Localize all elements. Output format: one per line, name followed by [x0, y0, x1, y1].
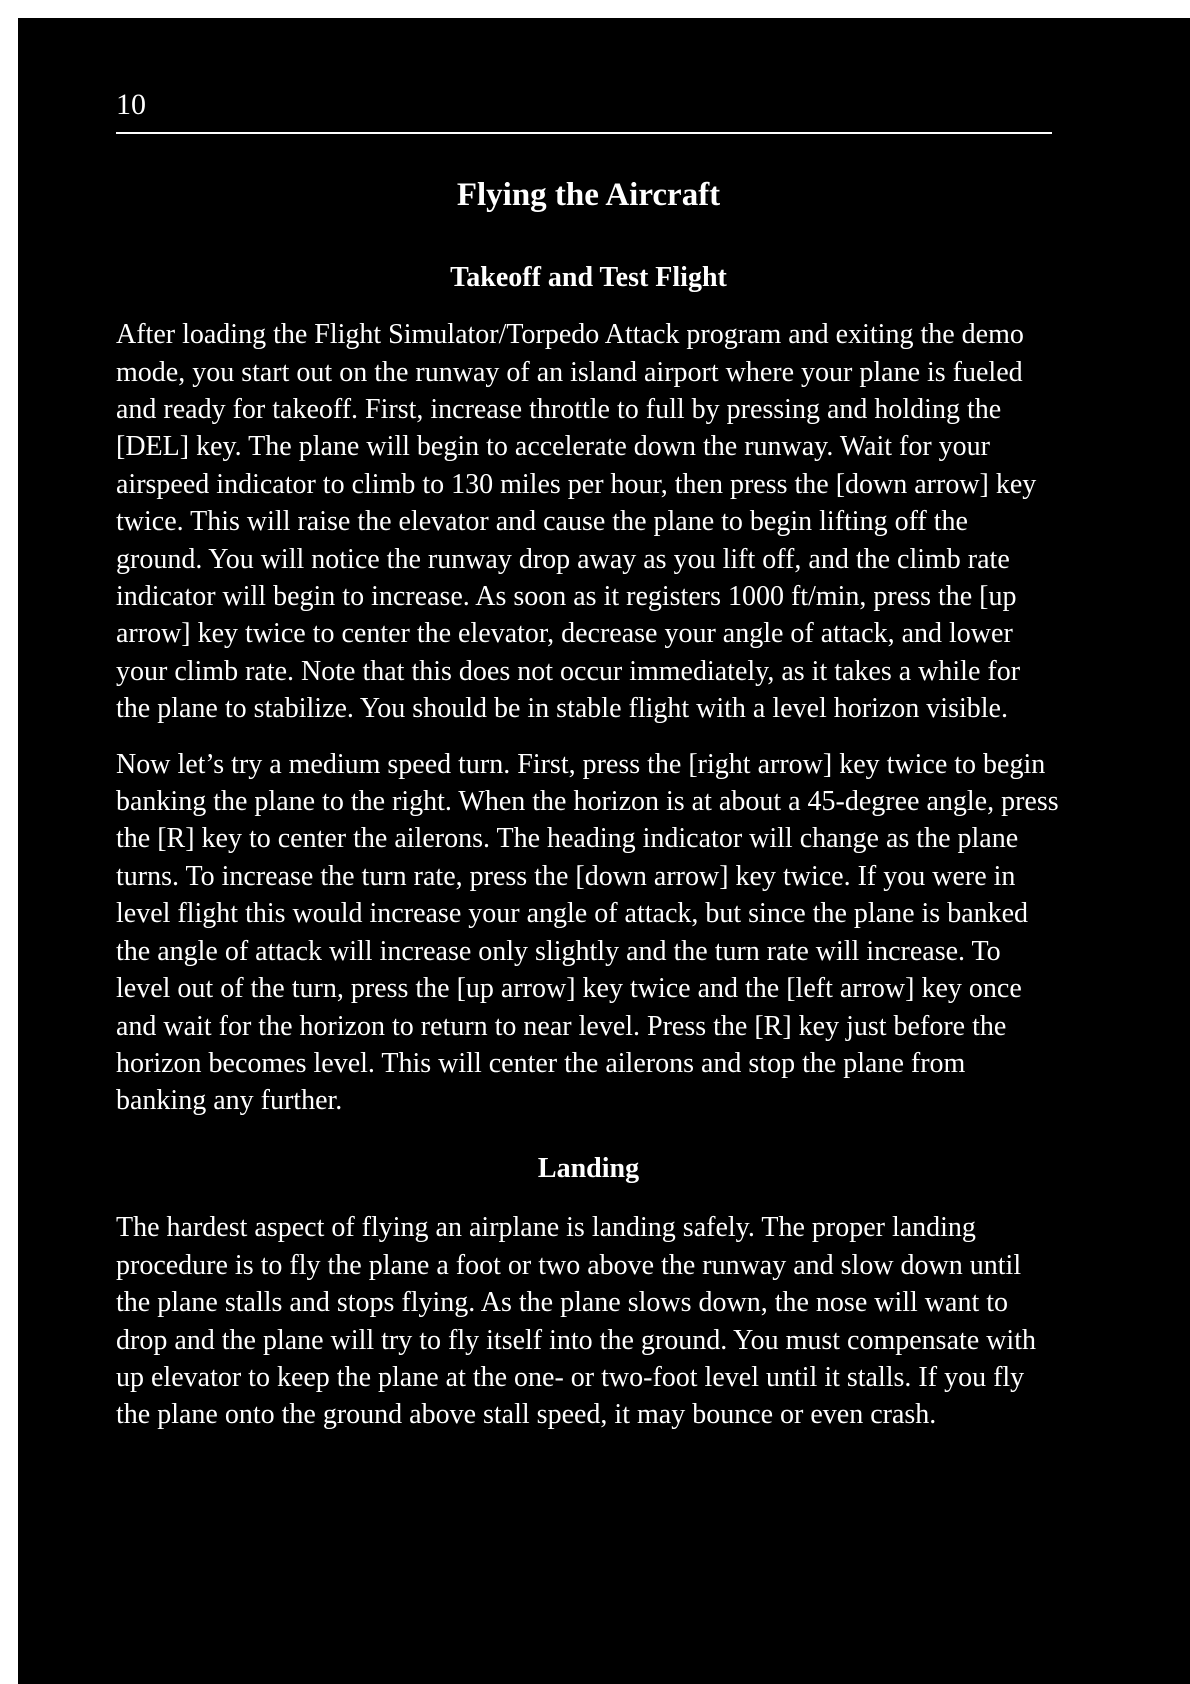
paragraph-turn: Now let’s try a medium speed turn. First, press the [right arrow] key twice to begin banking the plane to the right. When the horizon is at about a 45-degree angle, press the [R] key to center the ailerons. The heading indicator will change as the plane turns. To increase the turn rate, press the [down arrow] key twice. If you were in level flight this would increase your angle of attack, but since the plane is banked the angle of attack will increase only slightly and the turn rate will increase. To level out of the turn, press the [up arrow] key twice and the [left arrow] key once and wait for the horizon to return to near level. Press the [R] key just before the horizon becomes level. This will center the ailerons and stop the plane from banking any further. [116, 748, 1059, 1117]
section-heading-takeoff: Takeoff and Test Flight [450, 261, 727, 293]
header-rule [116, 132, 1052, 134]
paragraph-landing: The hardest aspect of flying an airplane is landing safely. The proper landing procedure is to fly the plane a foot or two above the runway and slow down until the plane stalls and stops flying. As the plane slows down, the nose will want to drop and the plane will try to fly itself into the ground. You must compensate with up elevator to keep the plane at the one- or two-foot level until it stalls. If you fly the plane onto the ground above stall speed, it may bounce or even crash. [116, 1212, 1036, 1431]
page-title: Flying the Aircraft [456, 177, 721, 213]
paragraph-takeoff: After loading the Flight Simulator/Torpedo Attack program and exiting the demo mode, you start out on the runway of an island airport where your plane is fueled and ready for takeoff. First, increase throttle to full by pressing and holding the [DEL] key. The plane will begin to accelerate down the runway. Wait for your airspeed indicator to climb to 130 miles per hour, then press the [down arrow] key twice. This will raise the elevator and cause the plane to begin lifting off the ground. You will notice the runway drop away as you lift off, and the climb rate indicator will begin to increase. As soon as it registers 1000 ft/min, press the [up arrow] key twice to center the elevator, decrease your angle of attack, and lower your climb rate. Note that this does not occur immediately, as it takes a while for the plane to stabilize. You should be in stable flight with a level horizon visible. [116, 319, 1037, 725]
page-content [116, 176, 1061, 1434]
section-heading-landing: Landing [537, 1152, 640, 1184]
page-number: 10 [116, 88, 146, 121]
manual-page [18, 18, 1190, 1684]
